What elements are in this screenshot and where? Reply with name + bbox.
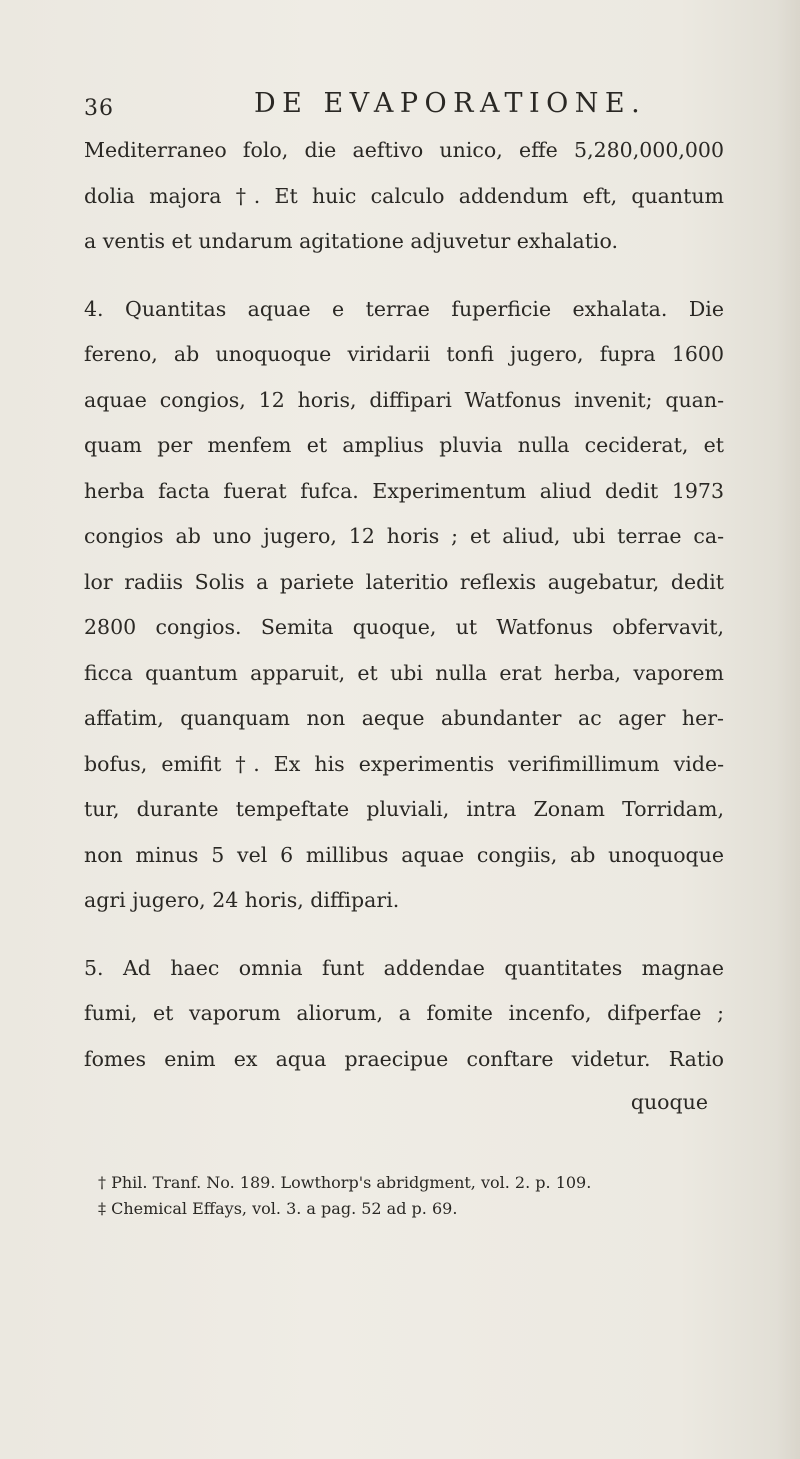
running-title: DE EVAPORATIONE. [254,88,647,119]
text-line: ficca quantum apparuit, et ubi nulla erat herba, vaporem [84,660,724,685]
footnotes [98,1170,718,1222]
text-line: herba facta fuerat fufca. Experimentum aliud dedit 1973 [84,478,724,503]
text-line: fumi, et vaporum aliorum, a fomite incenfo, difperfae ; [84,1001,724,1025]
text-line: dolia majora †. Et huic calculo addendum eft, quantum [84,183,724,208]
body-text [84,128,724,1082]
text-line: fereno, ab unoquoque viridarii tonfi jugero, fupra 1600 [84,342,724,366]
text-line: fomes enim ex aqua praecipue conftare videtur. Ratio [84,1046,724,1071]
running-head [84,88,724,128]
paragraph-5-heading-line: 5. Ad haec omnia funt addendae quantitates magnae [84,955,724,980]
text-line: lor radiis Solis a pariete lateritio reflexis augebatur, dedit [84,569,724,594]
footnote-double-dagger: ‡ Chemical Effays, vol. 3. a pag. 52 ad p. 69. [98,1199,458,1218]
text-line: congios ab uno jugero, 12 horis ; et aliud, ubi terrae ca- [84,524,724,548]
footnote-dagger: † Phil. Tranf. No. 189. Lowthorp's abridgment, vol. 2. p. 109. [98,1173,592,1192]
page-number: 36 [84,96,114,121]
text-line: a ventis et undarum agitatione adjuvetur exhalatio. [84,229,618,253]
paragraph-4-heading-line: 4. Quantitas aquae e terrae fuperficie exhalata. Die [84,296,724,321]
text-line: quam per menfem et amplius pluvia nulla ceciderat, et [84,433,724,457]
text-line: Mediterraneo folo, die aeftivo unico, effe 5,280,000,000 [84,138,724,162]
catchword: quoque [630,1090,708,1114]
text-line: tur, durante tempeftate pluviali, intra Zonam Torridam, [84,797,724,821]
text-line: agri jugero, 24 horis, diffipari. [84,888,400,912]
text-line: affatim, quanquam non aeque abundanter ac ager her- [84,706,724,730]
text-line: non minus 5 vel 6 millibus aquae congiis, ab unoquoque [84,842,724,867]
text-line: aquae congios, 12 horis, diffipari Watfonus invenit; quan- [84,387,724,412]
text-line: 2800 congios. Semita quoque, ut Watfonus obfervavit, [84,615,724,639]
text-line: bofus, emifit †. Ex his experimentis verifimillimum vide- [84,751,724,776]
